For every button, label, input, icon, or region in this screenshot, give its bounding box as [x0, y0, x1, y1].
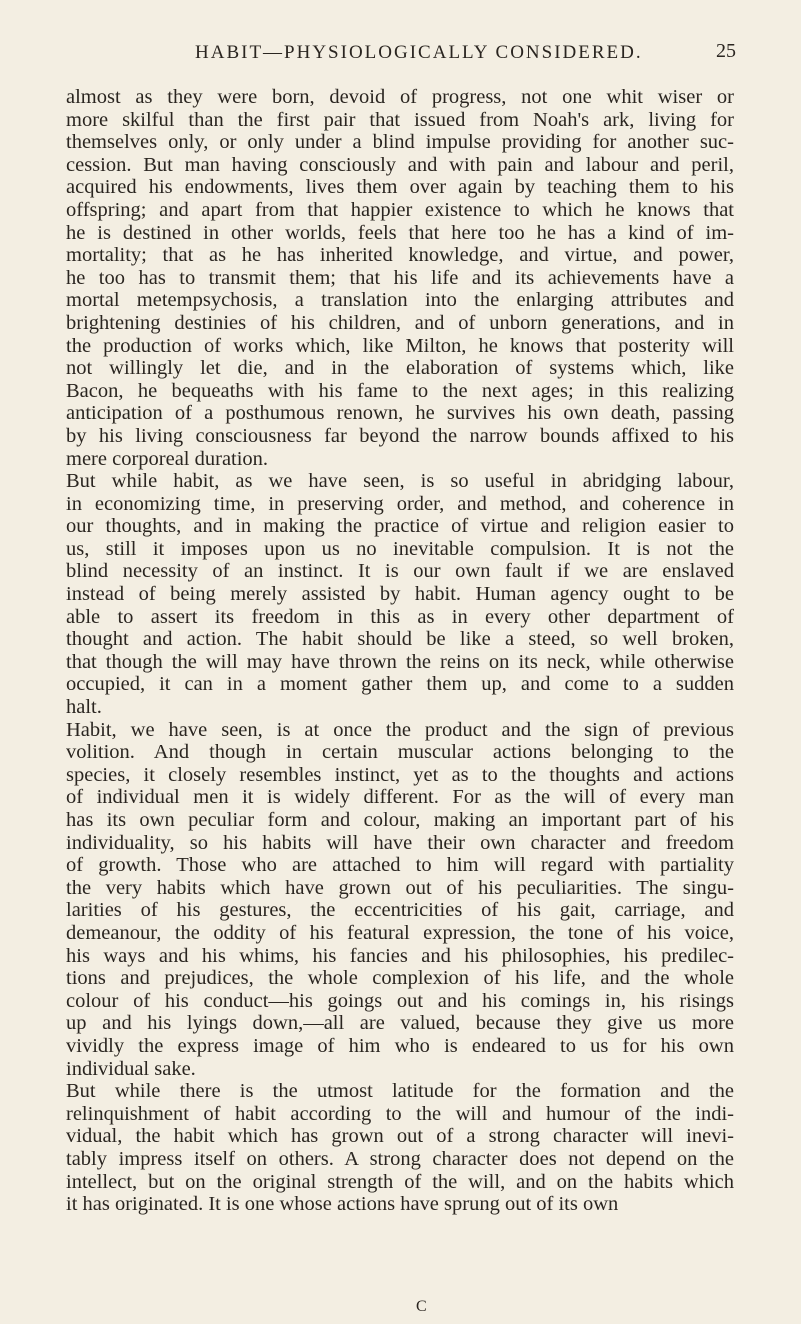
paragraph: [66, 719, 734, 1081]
signature-mark: C: [416, 1298, 427, 1315]
text-line: brightening destinies of his children, and of unborn generations, and in: [66, 311, 734, 334]
text-line: individuality, so his habits will have their own character and freedom: [66, 831, 734, 854]
text-line: But while habit, as we have seen, is so useful in abridging labour,: [66, 470, 734, 493]
paragraph: [66, 1080, 734, 1216]
text-line: But while there is the utmost latitude for the formation and the: [66, 1080, 734, 1103]
text-line: able to assert its freedom in this as in every other department of: [66, 605, 734, 628]
text-line: species, it closely resembles instinct, yet as to the thoughts and actions: [66, 763, 734, 786]
text-line: it has originated. It is one whose actions have sprung out of its own: [66, 1193, 619, 1216]
text-line: tably impress itself on others. A strong character does not depend on the: [66, 1147, 734, 1170]
text-line: vividly the express image of him who is endeared to us for his own: [66, 1034, 734, 1057]
text-line: the production of works which, like Milton, he knows that posterity will: [66, 334, 734, 357]
text-line: more skilful than the first pair that issued from Noah's ark, living for: [66, 108, 734, 131]
text-line: up and his lyings down,—all are valued, because they give us more: [66, 1012, 734, 1035]
text-line: demeanour, the oddity of his featural expression, the tone of his voice,: [66, 921, 734, 944]
text-line: not willingly let die, and in the elaboration of systems which, like: [66, 357, 734, 380]
text-line: anticipation of a posthumous renown, he survives his own death, passing: [66, 402, 734, 425]
text-line: larities of his gestures, the eccentricities of his gait, carriage, and: [66, 899, 734, 922]
text-line: offspring; and apart from that happier existence to which he knows that: [66, 198, 734, 221]
text-line: halt.: [66, 696, 102, 719]
text-line: tions and prejudices, the whole complexion of his life, and the whole: [66, 967, 734, 990]
text-line: volition. And though in certain muscular actions belonging to the: [66, 741, 734, 764]
text-line: that though the will may have thrown the reins on its neck, while otherwise: [66, 650, 734, 673]
text-line: vidual, the habit which has grown out of a strong character will inevi-: [66, 1125, 734, 1148]
text-line: colour of his conduct—his goings out and his comings in, his risings: [66, 989, 734, 1012]
text-line: cession. But man having consciously and with pain and labour and peril,: [66, 153, 734, 176]
text-line: of individual men it is widely different. For as the will of every man: [66, 786, 734, 809]
text-line: mere corporeal duration.: [66, 447, 269, 470]
text-line: us, still it imposes upon us no inevitable compulsion. It is not the: [66, 537, 734, 560]
text-line: has its own peculiar form and colour, making an important part of his: [66, 809, 734, 831]
text-line: our thoughts, and in making the practice of virtue and religion easier to: [66, 515, 734, 538]
text-line: his ways and his whims, his fancies and his philosophies, his predilec-: [66, 944, 734, 967]
paragraph: [66, 470, 734, 719]
paragraph: [66, 86, 734, 470]
text-line: almost as they were born, devoid of progress, not one whit wiser or: [66, 86, 734, 108]
text-line: instead of being merely assisted by habit. Human agency ought to be: [66, 583, 734, 606]
text-line: mortality; that as he has inherited knowledge, and virtue, and power,: [66, 244, 734, 267]
text-line: occupied, it can in a moment gather them up, and come to a sudden: [66, 673, 734, 696]
text-line: individual sake.: [66, 1057, 196, 1080]
page-number: 25: [716, 40, 736, 62]
text-line: of growth. Those who are attached to him will regard with partiality: [66, 854, 734, 877]
text-line: acquired his endowments, lives them over again by teaching them to his: [66, 176, 734, 199]
text-line: the very habits which have grown out of his peculiarities. The singu-: [66, 876, 734, 899]
text-line: by his living consciousness far beyond the narrow bounds affixed to his: [66, 424, 734, 447]
text-line: Bacon, he bequeaths with his fame to the next ages; in this realizing: [66, 379, 734, 402]
text-line: Habit, we have seen, is at once the product and the sign of previous: [66, 718, 734, 741]
text-line: he is destined in other worlds, feels that here too he has a kind of im-: [66, 221, 734, 244]
text-line: relinquishment of habit according to the will and humour of the indi-: [66, 1102, 734, 1125]
running-head: HABIT—PHYSIOLOGICALLY CONSIDERED.: [195, 42, 643, 63]
text-line: he too has to transmit them; that his life and its achievements have a: [66, 266, 734, 289]
text-line: thought and action. The habit should be like a steed, so well broken,: [66, 628, 734, 651]
text-line: blind necessity of an instinct. It is our own fault if we are enslaved: [66, 560, 734, 583]
body-text: [66, 86, 734, 1216]
text-line: mortal metempsychosis, a translation into the enlarging attributes and: [66, 289, 734, 312]
text-line: themselves only, or only under a blind impulse providing for another suc-: [66, 131, 734, 154]
text-line: in economizing time, in preserving order, and method, and coherence in: [66, 492, 734, 515]
text-line: intellect, but on the original strength of the will, and on the habits which: [66, 1170, 734, 1193]
